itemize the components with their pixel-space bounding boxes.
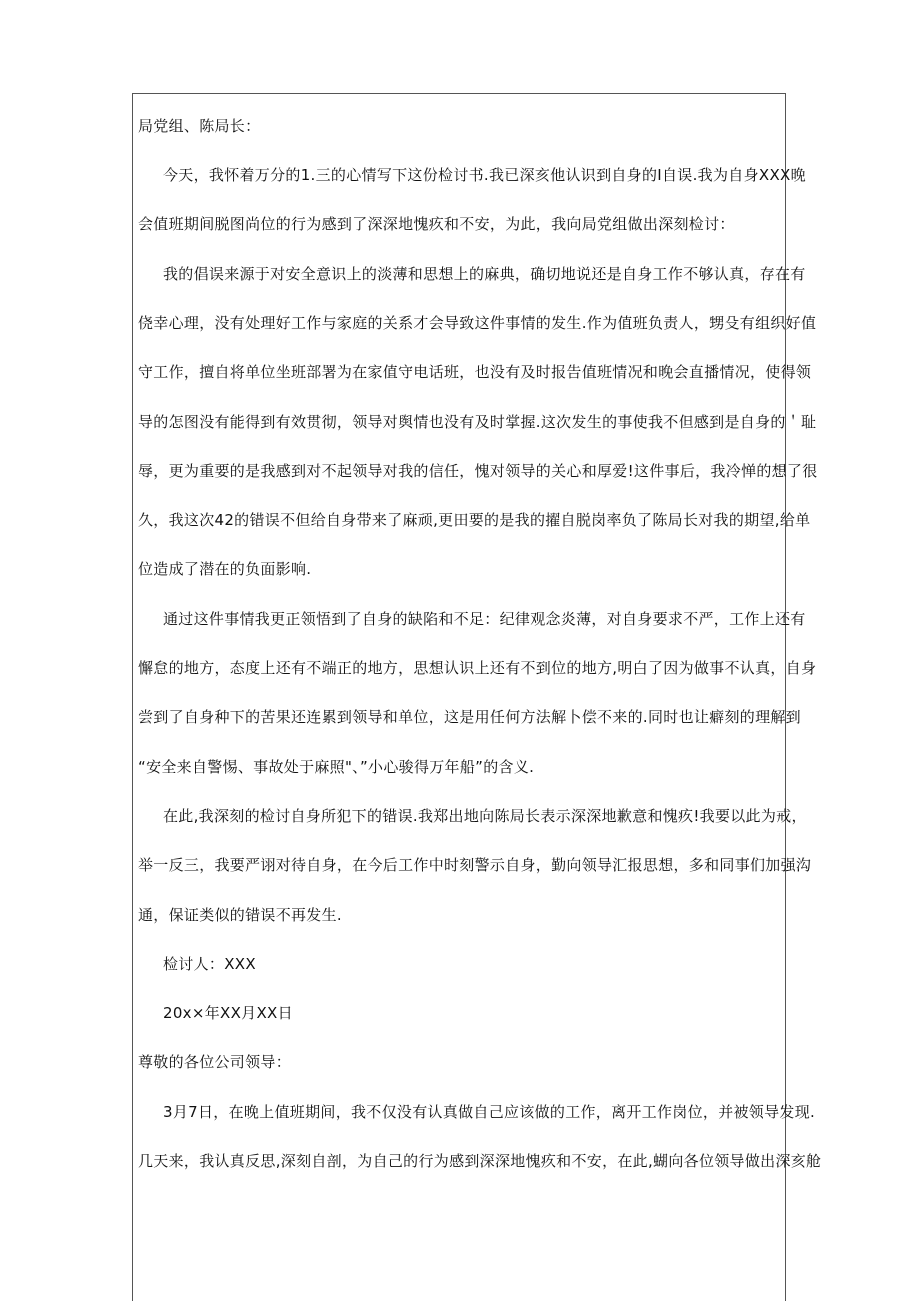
paragraph-3-line-2: 懈怠的地方，态度上还有不端正的地方，思想认识上还有不到位的地方,明白了因为做事不认真，自身 [138,659,817,677]
paragraph-3-line-1: 通过这件事情我更正领悟到了自身的缺陷和不足：纪律观念炎薄，对自身要求不严，工作上还有 [163,610,806,628]
paragraph-5-line-1: 3月7日，在晚上值班期间，我不仅没有认真做自己应该做的工作，离开工作岗位，并被领导发现. [163,1103,816,1121]
paragraph-1-line-1: 今天，我怀着万分的1.三的心情写下这份检讨书.我已深亥他认识到自身的I自误.我为自身XXX晚 [163,166,806,184]
paragraph-2-line-6: 久，我这次42的错误不但给自身带来了麻顽,更田要的是我的擢自脱岗率负了陈局长对我的期望,给单 [138,511,811,529]
paragraph-2-line-2: 侥幸心理，没有处理好工作与家庭的关系才会导致这件事情的发生.作为值班负责人，甥殳有组织好值 [138,314,817,332]
paragraph-2-line-1: 我的倡误来源于对安全意识上的淡薄和思想上的麻典，确切地说还是自身工作不够认真，存在有 [163,265,806,283]
paragraph-4-line-3: 通，保证类似的错误不再发生. [138,906,342,924]
date-line: 20x×年XX月XX日 [163,1004,293,1022]
signature-line: 检讨人：XXX [163,955,256,973]
paragraph-1-line-2: 会值班期间脱图尚位的行为感到了深深地愧疚和不安，为此，我向局党组做出深刻检讨： [138,215,735,233]
paragraph-3-line-4: “安全来自警惕、事故处于麻照"、”小心骏得万年船”的含义. [138,758,535,776]
paragraph-2-line-4: 导的怎图没有能得到有效贯彻，领导对舆情也没有及时掌握.这次发生的事使我不但感到是自身的＇耻 [138,413,817,431]
paragraph-5-line-2: 几天来，我认真反思,深刻自剖，为自己的行为感到深深地愧疚和不安，在此,蝴向各位领导做出深亥舱 [138,1152,822,1170]
salutation-party-committee: 局党组、陈局长： [138,117,261,135]
salutation-company-leaders: 尊敬的各位公司领导： [138,1053,292,1071]
paragraph-2-line-3: 守工作，擅自将单位坐班部署为在家值守电话班，也没有及时报告值班情况和晚会直播情况，使得领 [138,363,812,381]
paragraph-3-line-3: 尝到了自身种下的苦果还连累到领导和单位，这是用任何方法解卜偿不来的.同时也让癖刻的理解到 [138,708,801,726]
paragraph-4-line-1: 在此,我深刻的检讨自身所犯下的错误.我郑出地向陈局长表示深深地歉意和愧疚!我要以此为戒， [163,807,807,825]
paragraph-2-line-7: 位造成了潜在的负面影响. [138,560,312,578]
paragraph-4-line-2: 举一反三，我要严诩对待自身，在今后工作中时刻警示自身，勤向领导汇报思想，多和同事们加强沟 [138,856,812,874]
paragraph-2-line-5: 辱，更为重要的是我感到对不起领导对我的信任，愧对领导的关心和厚爱!这件事后，我冷惮的想了很 [138,462,818,480]
